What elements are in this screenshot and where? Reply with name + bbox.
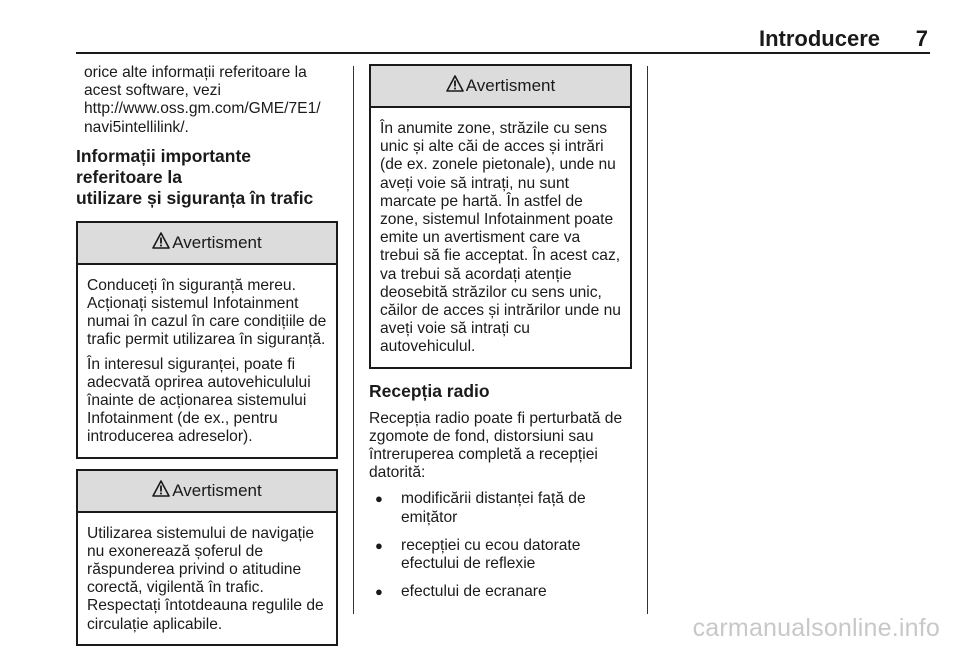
text-line: trebui să fie acceptat. În acest caz,: [380, 247, 621, 265]
warning-paragraph: [87, 277, 327, 350]
warning-header: [78, 471, 336, 513]
text-line: zgomote de fond, distorsiuni sau: [369, 427, 594, 445]
page-number: 7: [915, 26, 928, 51]
page-header: [76, 22, 930, 54]
text-line: Respectați întotdeauna regulile de: [87, 597, 324, 615]
text-line: înainte de acționarea sistemului: [87, 392, 307, 410]
warning-header: [371, 66, 630, 108]
text-line: întreruperea completă a recepției: [369, 446, 598, 464]
warning-box: [369, 64, 632, 369]
text-line: efectului de ecranare: [401, 583, 547, 601]
text-line: unic și alte căi de acces și intrări: [380, 138, 604, 156]
warning-body: [371, 108, 630, 367]
text-line: http://www.oss.gm.com/GME/7E1/: [84, 100, 321, 118]
text-line: orice alte informații referitoare la: [84, 64, 307, 81]
text-line: adecvată oprirea autovehiculului: [87, 373, 311, 391]
text-line: deosebită străzilor cu sens unic,: [380, 283, 602, 301]
text-line: trafic permit utilizarea în siguranță.: [87, 331, 326, 349]
list-item: [369, 490, 632, 526]
text-line: marcate pe hartă. În astfel de: [380, 192, 583, 210]
warning-title: Avertisment: [465, 76, 556, 95]
text-line: navi5intellilink/.: [84, 118, 189, 136]
text-line: răspunderea privind o atitudine: [87, 561, 302, 579]
text-line: zone, sistemul Infotainment poate: [380, 211, 614, 229]
warning-paragraph: [87, 525, 327, 634]
warning-triangle-icon: [152, 232, 170, 254]
section-heading: [76, 146, 338, 209]
heading-line: Informații importante referitoare la: [76, 145, 252, 187]
text-line: emițător: [401, 508, 458, 526]
text-line: acest software, vezi: [84, 82, 221, 100]
warning-box: [76, 469, 338, 646]
warning-body: [78, 513, 336, 644]
warning-paragraph: [87, 356, 327, 447]
text-line: Recepția radio poate fi perturbată de: [369, 409, 623, 427]
warning-box: [76, 221, 338, 459]
warning-title: Avertisment: [172, 232, 262, 252]
text-line: aveți voie să intrați, nu sunt: [380, 174, 569, 192]
text-line: corectă, vigilentă în trafic.: [87, 579, 264, 597]
warning-header: [78, 223, 336, 265]
warning-triangle-icon: [152, 480, 170, 502]
radio-paragraph: [369, 410, 632, 483]
text-line: introducerea adreselor).: [87, 428, 253, 446]
text-line: recepției cu ecou datorate: [401, 536, 581, 554]
text-line: datorită:: [369, 464, 426, 482]
list-item: [369, 537, 632, 573]
heading-line: utilizare și siguranța în trafic: [76, 187, 314, 208]
warning-body: [78, 265, 336, 457]
text-line: nu exonerează șoferul de: [87, 542, 263, 560]
watermark: carmanualsonline.info: [692, 614, 940, 642]
text-line: autovehiculul.: [380, 338, 476, 356]
intro-paragraph: [76, 64, 338, 137]
text-line: Infotainment (de ex., pentru: [87, 410, 278, 428]
text-line: modificării distanței față de: [401, 490, 586, 508]
text-line: În anumite zone, străzile cu sens: [380, 120, 608, 137]
warning-paragraph: [380, 120, 621, 357]
text-line: În interesul siguranței, poate fi: [87, 355, 296, 373]
text-line: efectului de reflexie: [401, 555, 536, 573]
text-line: (de ex. zonele pietonale), unde nu: [380, 156, 616, 174]
text-line: circulație aplicabile.: [87, 615, 223, 633]
text-line: Conduceți în siguranță mereu.: [87, 276, 296, 294]
bullet-list: [369, 490, 632, 601]
column-1: [76, 64, 338, 646]
column-divider-left: [353, 66, 354, 614]
column-divider-right: [647, 66, 648, 614]
text-line: Acționați sistemul Infotainment: [87, 295, 299, 313]
text-line: numai în cazul în care condițiile de: [87, 313, 327, 331]
text-line: Utilizarea sistemului de navigație: [87, 524, 315, 542]
radio-heading: Recepția radio: [369, 380, 490, 401]
warning-title: Avertisment: [172, 480, 262, 500]
list-item: [369, 583, 632, 601]
text-line: va trebui să acordați atenție: [380, 265, 572, 283]
text-line: aveți voie să intrați cu: [380, 320, 530, 338]
text-line: căilor de acces și intrărilor unde nu: [380, 302, 621, 320]
page-title: Introducere: [758, 26, 880, 51]
column-2: [369, 64, 632, 611]
text-line: emite un avertisment care va: [380, 229, 581, 247]
warning-triangle-icon: [446, 75, 464, 97]
